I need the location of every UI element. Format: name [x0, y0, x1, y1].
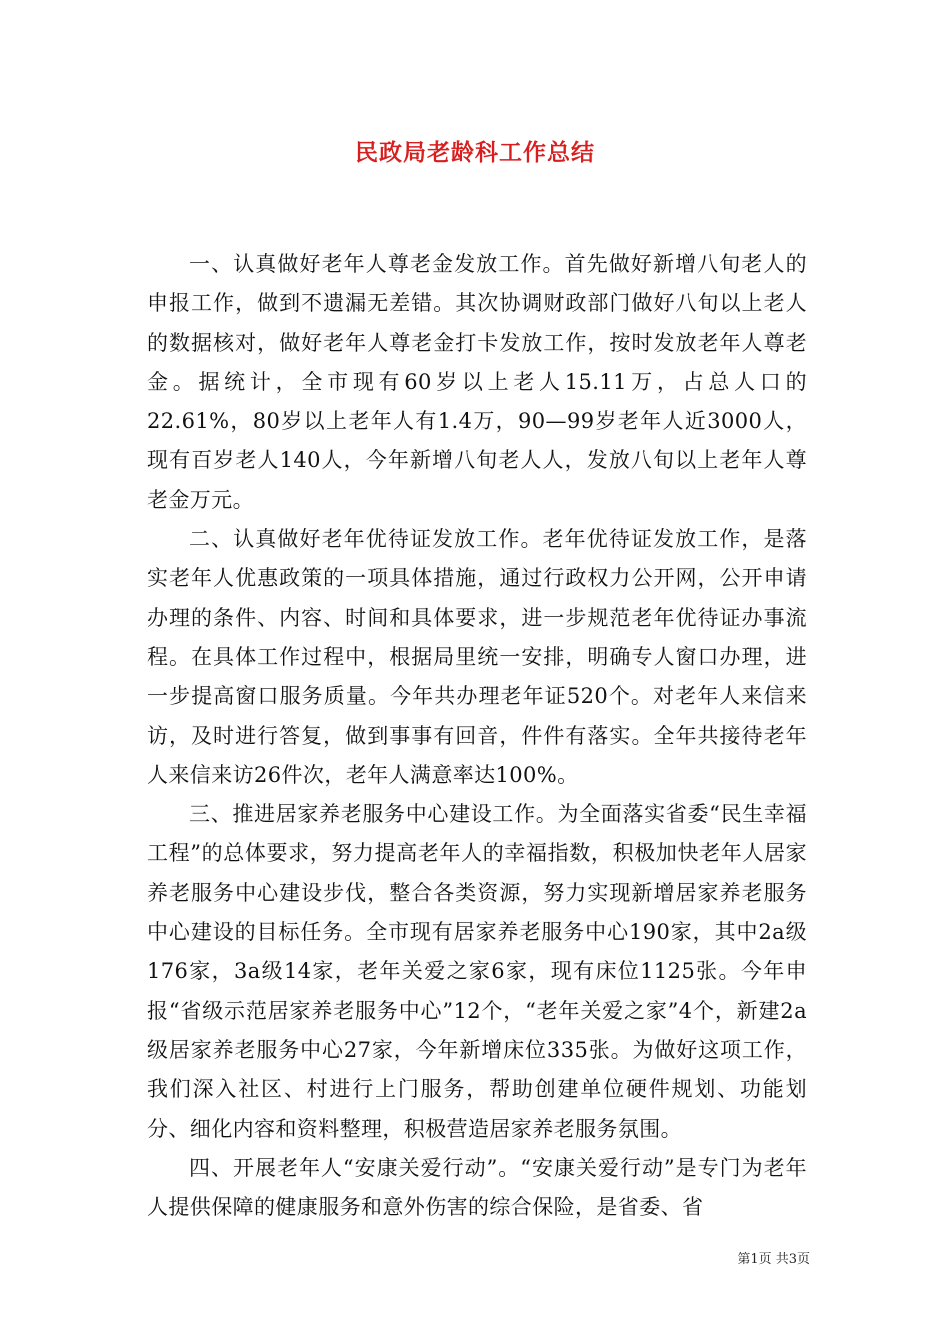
paragraph-2: 二、认真做好老年优待证发放工作。老年优待证发放工作，是落实老年人优惠政策的一项具体措施，通过行政权力公开网，公开申请办理的条件、内容、时间和具体要求，进一步规范老年优待证办事流程。在具体工作过程中，根据局里统一安排，明确专人窗口办理，进一步提高窗口服务质量。今年共办理老年证520个。对老年人来信来访，及时进行答复，做到事事有回音，件件有落实。全年共接待老年人来信来访26件次，老年人满意率达100%。	[147, 527, 807, 787]
page-number-footer: 第1页 共3页	[737, 1252, 810, 1267]
paragraph-3: 三、推进居家养老服务中心建设工作。为全面落实省委“民生幸福工程”的总体要求，努力提高老年人的幸福指数，积极加快老年人居家养老服务中心建设步伐，整合各类资源，努力实现新增居家养老服务中心建设的目标任务。全市现有居家养老服务中心190家，其中2a级176家，3a级14家，老年关爱之家6家，现有床位1125张。今年申报“省级示范居家养老服务中心”12个，“老年关爱之家”4个，新建2a级居家养老服务中心27家，今年新增床位335张。为做好这项工作，我们深入社区、村进行上门服务，帮助创建单位硬件规划、功能划分、细化内容和资料整理，积极营造居家养老服务氛围。	[147, 802, 807, 1141]
paragraph-1: 一、认真做好老年人尊老金发放工作。首先做好新增八旬老人的申报工作，做到不遗漏无差错。其次协调财政部门做好八旬以上老人的数据核对，做好老年人尊老金打卡发放工作，按时发放老年人尊老金。据统计，全市现有60岁以上老人15.11万，占总人口的22.61%，80岁以上老年人有1.4万，90—99岁老年人近3000人，现有百岁老人140人，今年新增八旬老人人，发放八旬以上老年人尊老金万元。	[147, 252, 807, 512]
document-body	[147, 245, 807, 1227]
paragraph-4: 四、开展老年人“安康关爱行动”。“安康关爱行动”是专门为老年人提供保障的健康服务和意外伤害的综合保险，是省委、省	[147, 1155, 807, 1220]
document-title: 民政局老龄科工作总结	[355, 139, 595, 166]
